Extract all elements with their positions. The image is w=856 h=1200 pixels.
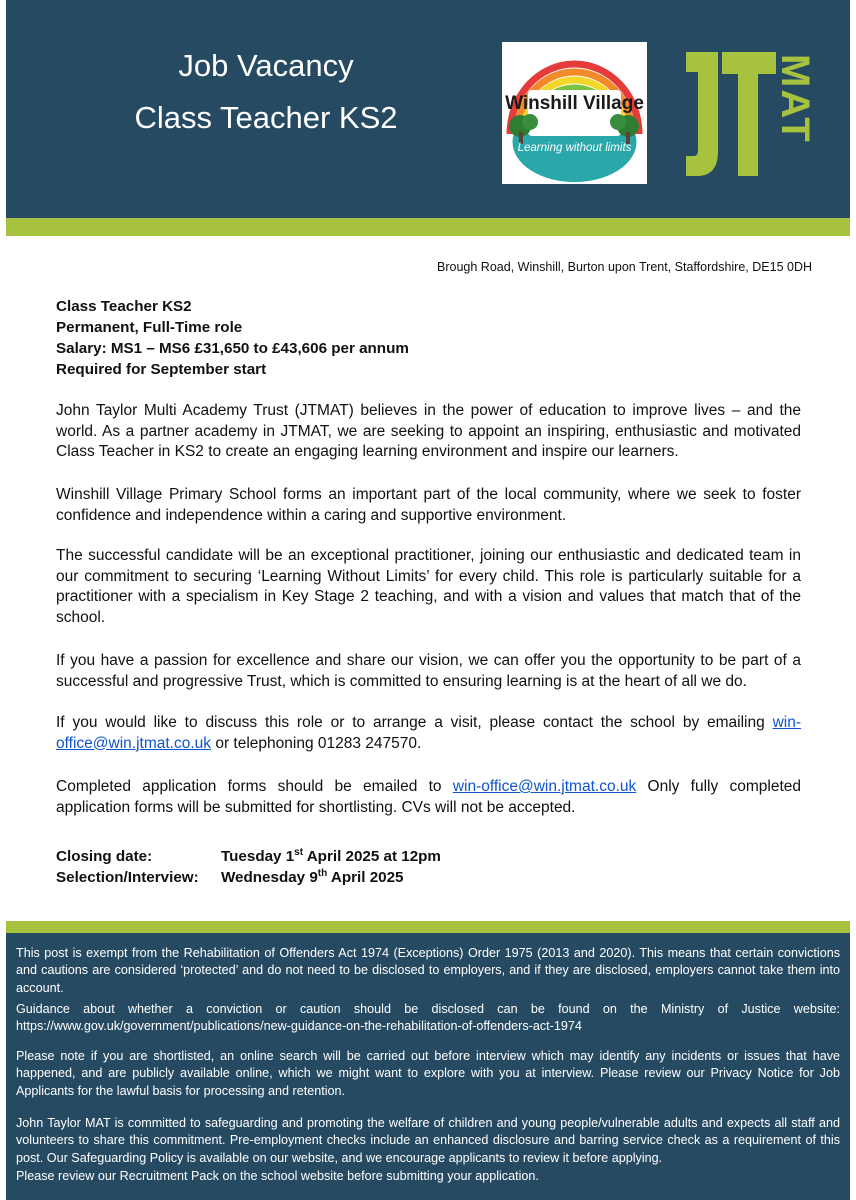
header-accent-band xyxy=(6,218,850,236)
recruitment-pack-notice: Please review our Recruitment Pack on the school website before submitting your application. xyxy=(16,1169,539,1183)
key-dates xyxy=(56,846,441,888)
vacancy-page xyxy=(6,0,850,1200)
contact-email-link[interactable]: win-office@win.jtmat.co.uk xyxy=(56,714,801,752)
interview-date-value: Wednesday 9th April 2025 xyxy=(221,867,404,886)
winshill-logo-tagline: Learning without limits xyxy=(517,142,632,154)
application-text-after: Only fully completed application forms will be submitted for shortlisting. CVs will not be accepted. xyxy=(56,778,801,816)
role-title: Class Teacher KS2 xyxy=(56,298,192,315)
title-line-2: Class Teacher KS2 xyxy=(134,100,398,135)
role-contract: Permanent, Full-Time role xyxy=(56,319,243,336)
winshill-village-logo xyxy=(502,42,647,184)
rehabilitation-notice: This post is exempt from the Rehabilitation of Offenders Act 1974 (Exceptions) Order 1975 (2013 and 2020). This means that certain convictions and cautions are considered ‘protected’ and do not need to be disclosed to employers, and if they are disclosed, employers cannot take them into account. xyxy=(16,946,840,995)
interview-date-label: Selection/Interview: xyxy=(56,869,199,886)
contact-text-after: or telephoning 01283 247570. xyxy=(211,734,422,752)
intro-paragraph: John Taylor Multi Academy Trust (JTMAT) believes in the power of education to improve lives – and the world. As a partner academy in JTMAT, we are seeking to appoint an inspiring, enthusiastic and motivated Class Teacher in KS2 to create an engaging learning environment and inspire our learners. xyxy=(56,402,801,460)
closing-date-value: Tuesday 1st April 2025 at 12pm xyxy=(221,846,441,865)
interview-date-row xyxy=(56,867,441,888)
header-banner xyxy=(6,0,850,218)
school-address: Brough Road, Winshill, Burton upon Trent, Staffordshire, DE15 0DH xyxy=(437,260,812,274)
application-text-before: Completed application forms should be emailed to xyxy=(56,778,453,795)
contact-paragraph xyxy=(56,713,801,754)
closing-date-row xyxy=(56,846,441,867)
contact-text-before: If you would like to discuss this role or to arrange a visit, please contact the school by emailing xyxy=(56,714,773,731)
application-email-link[interactable]: win-office@win.jtmat.co.uk xyxy=(452,778,637,795)
application-paragraph xyxy=(56,777,801,818)
candidate-paragraph: The successful candidate will be an exceptional practitioner, joining our enthusiastic and dedicated team in our commitment to securing ‘Learning Without Limits’ for every child. This role is particularly suitable for a practitioner with a specialism in Key Stage 2 teaching, and with a vision and values that match that of the school. xyxy=(56,547,801,626)
winshill-logo-name: Winshill Village xyxy=(505,93,644,114)
footer-panel xyxy=(6,933,850,1200)
page-title xyxy=(66,40,466,144)
role-summary xyxy=(56,296,409,380)
footer-accent-band xyxy=(6,921,850,933)
school-paragraph: Winshill Village Primary School forms an important part of the local community, where we seek to foster confidence and independence within a caring and supportive environment. xyxy=(56,486,801,524)
svg-text:MAT: MAT xyxy=(773,54,817,144)
safeguarding-notice: John Taylor MAT is committed to safeguarding and promoting the welfare of children and young people/vulnerable adults and expects all staff and volunteers to share this commitment. Pre-employment checks include an enhanced disclosure and barring service check as a requirement of this post. Our Safeguarding Policy is available on our website, and we encourage applicants to review it before applying. xyxy=(16,1116,840,1165)
title-line-1: Job Vacancy xyxy=(178,48,354,83)
vision-paragraph: If you have a passion for excellence and share our vision, we can offer you the opportunity to be part of a successful and progressive Trust, which is committed to ensuring learning is at the heart of all we do. xyxy=(56,652,801,690)
online-search-notice: Please note if you are shortlisted, an online search will be carried out before interview which may identify any incidents or issues that have happened, and are publicly available online, which we might want to explore with you at interview. Please review our Privacy Notice for Job Applicants for the lawful basis for processing and retention. xyxy=(16,1049,840,1098)
guidance-notice: Guidance about whether a conviction or caution should be disclosed can be found on the Ministry of Justice website: https://www.gov.uk/government/publications/new-guidance-on-the-rehabilitation-of-offenders-act-1974 xyxy=(16,1002,840,1034)
role-start: Required for September start xyxy=(56,361,267,378)
jtmat-logo xyxy=(678,42,824,186)
role-salary: Salary: MS1 – MS6 £31,650 to £43,606 per annum xyxy=(56,340,409,357)
closing-date-label: Closing date: xyxy=(56,848,153,865)
